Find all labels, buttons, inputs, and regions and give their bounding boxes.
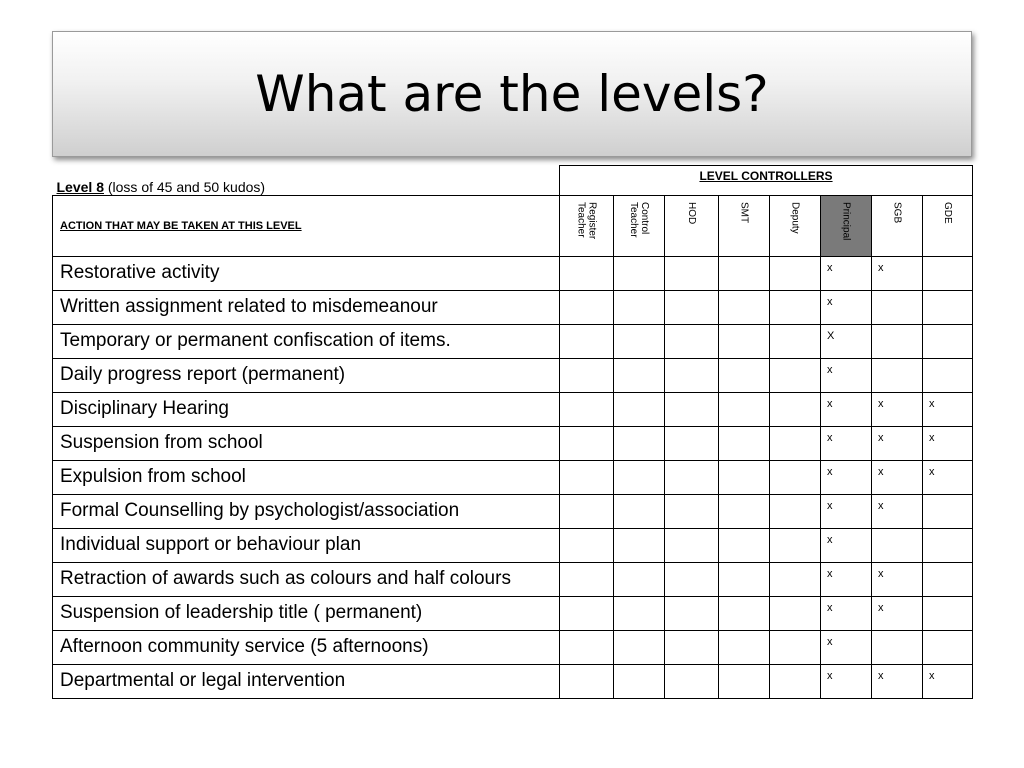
mark-cell bbox=[770, 460, 821, 494]
mark-cell bbox=[560, 324, 614, 358]
mark-cell: x bbox=[821, 528, 872, 562]
mark-cell: x bbox=[821, 494, 872, 528]
mark-cell bbox=[770, 630, 821, 664]
action-cell: Individual support or behaviour plan bbox=[53, 528, 560, 562]
controller-label: GDE bbox=[942, 201, 953, 224]
controller-label: HOD bbox=[686, 201, 697, 224]
mark-cell bbox=[665, 256, 719, 290]
mark-cell bbox=[614, 494, 665, 528]
mark-cell bbox=[923, 324, 973, 358]
mark-cell bbox=[614, 324, 665, 358]
mark-cell bbox=[770, 290, 821, 324]
mark-cell bbox=[872, 324, 923, 358]
action-cell: Restorative activity bbox=[53, 256, 560, 290]
level-header-row bbox=[53, 166, 973, 196]
level-note: (loss of 45 and 50 kudos) bbox=[107, 178, 266, 195]
action-cell: Suspension from school bbox=[53, 426, 560, 460]
mark-cell bbox=[719, 596, 770, 630]
action-column-header: ACTION THAT MAY BE TAKEN AT THIS LEVEL bbox=[53, 195, 560, 256]
mark-cell bbox=[770, 494, 821, 528]
mark-cell bbox=[560, 460, 614, 494]
mark-cell: x bbox=[872, 460, 923, 494]
levels-table bbox=[52, 165, 973, 699]
mark-cell bbox=[719, 528, 770, 562]
mark-cell: x bbox=[821, 256, 872, 290]
mark-cell bbox=[560, 562, 614, 596]
mark-cell: x bbox=[872, 256, 923, 290]
mark-cell bbox=[770, 562, 821, 596]
mark-cell: x bbox=[821, 460, 872, 494]
mark-cell bbox=[665, 290, 719, 324]
controller-header-deputy bbox=[770, 195, 821, 256]
table-row bbox=[53, 494, 973, 528]
controller-label: SMT bbox=[738, 201, 750, 223]
controller-label: Control Teacher bbox=[628, 201, 650, 238]
mark-cell: x bbox=[872, 494, 923, 528]
mark-cell bbox=[872, 630, 923, 664]
action-cell: Retraction of awards such as colours and half colours bbox=[53, 562, 560, 596]
slide-title: What are the levels? bbox=[255, 65, 769, 123]
mark-cell bbox=[923, 358, 973, 392]
action-cell: Formal Counselling by psychologist/association bbox=[53, 494, 560, 528]
mark-cell bbox=[614, 358, 665, 392]
controller-header-smt bbox=[719, 195, 770, 256]
mark-cell: x bbox=[821, 392, 872, 426]
mark-cell bbox=[719, 392, 770, 426]
mark-cell: x bbox=[923, 664, 973, 698]
table-row bbox=[53, 426, 973, 460]
table-row bbox=[53, 290, 973, 324]
mark-cell bbox=[665, 596, 719, 630]
mark-cell bbox=[665, 494, 719, 528]
mark-cell: x bbox=[923, 460, 973, 494]
mark-cell bbox=[923, 630, 973, 664]
mark-cell bbox=[923, 562, 973, 596]
table-row bbox=[53, 528, 973, 562]
mark-cell bbox=[665, 630, 719, 664]
mark-cell bbox=[560, 528, 614, 562]
level-controllers-header: LEVEL CONTROLLERS bbox=[560, 166, 973, 196]
mark-cell bbox=[719, 256, 770, 290]
action-cell: Afternoon community service (5 afternoons) bbox=[53, 630, 560, 664]
mark-cell bbox=[872, 528, 923, 562]
action-cell: Written assignment related to misdemeanour bbox=[53, 290, 560, 324]
mark-cell: x bbox=[821, 630, 872, 664]
mark-cell bbox=[770, 528, 821, 562]
table-row bbox=[53, 596, 973, 630]
level-label: Level 8 bbox=[56, 178, 104, 195]
mark-cell bbox=[872, 290, 923, 324]
mark-cell: x bbox=[821, 426, 872, 460]
mark-cell bbox=[923, 290, 973, 324]
mark-cell bbox=[770, 392, 821, 426]
mark-cell: x bbox=[923, 426, 973, 460]
mark-cell: x bbox=[923, 392, 973, 426]
mark-cell bbox=[560, 392, 614, 426]
mark-cell bbox=[614, 290, 665, 324]
table-row bbox=[53, 630, 973, 664]
mark-cell bbox=[770, 358, 821, 392]
action-cell: Temporary or permanent confiscation of items. bbox=[53, 324, 560, 358]
table-row bbox=[53, 664, 973, 698]
controller-header-principal bbox=[821, 195, 872, 256]
mark-cell bbox=[923, 596, 973, 630]
mark-cell: x bbox=[821, 562, 872, 596]
mark-cell bbox=[560, 256, 614, 290]
mark-cell bbox=[665, 664, 719, 698]
mark-cell bbox=[923, 256, 973, 290]
mark-cell bbox=[614, 562, 665, 596]
table-row bbox=[53, 358, 973, 392]
mark-cell bbox=[614, 392, 665, 426]
mark-cell: x bbox=[872, 596, 923, 630]
mark-cell bbox=[923, 494, 973, 528]
title-box bbox=[52, 31, 972, 157]
mark-cell bbox=[719, 494, 770, 528]
mark-cell bbox=[719, 290, 770, 324]
mark-cell: x bbox=[821, 290, 872, 324]
action-cell: Departmental or legal intervention bbox=[53, 664, 560, 698]
action-cell: Daily progress report (permanent) bbox=[53, 358, 560, 392]
mark-cell bbox=[614, 630, 665, 664]
mark-cell bbox=[614, 426, 665, 460]
mark-cell: x bbox=[821, 596, 872, 630]
controller-label: Deputy bbox=[789, 201, 801, 234]
mark-cell: x bbox=[821, 358, 872, 392]
controller-label: Principal bbox=[840, 201, 852, 240]
table-row bbox=[53, 392, 973, 426]
mark-cell bbox=[614, 664, 665, 698]
mark-cell bbox=[614, 256, 665, 290]
mark-cell bbox=[665, 392, 719, 426]
mark-cell bbox=[719, 630, 770, 664]
mark-cell bbox=[560, 290, 614, 324]
mark-cell bbox=[719, 460, 770, 494]
mark-cell bbox=[614, 596, 665, 630]
mark-cell bbox=[665, 528, 719, 562]
controller-header-hod bbox=[665, 195, 719, 256]
controllers-header-row bbox=[53, 195, 973, 256]
mark-cell bbox=[560, 494, 614, 528]
mark-cell bbox=[560, 596, 614, 630]
mark-cell: X bbox=[821, 324, 872, 358]
mark-cell bbox=[665, 426, 719, 460]
mark-cell bbox=[872, 358, 923, 392]
mark-cell bbox=[719, 562, 770, 596]
mark-cell bbox=[665, 460, 719, 494]
controller-header-control-teacher bbox=[614, 195, 665, 256]
table-row bbox=[53, 256, 973, 290]
mark-cell bbox=[560, 358, 614, 392]
level-heading bbox=[53, 166, 560, 196]
mark-cell bbox=[560, 426, 614, 460]
mark-cell bbox=[719, 664, 770, 698]
table-row bbox=[53, 562, 973, 596]
mark-cell bbox=[770, 426, 821, 460]
controller-header-gde bbox=[923, 195, 973, 256]
mark-cell bbox=[770, 664, 821, 698]
mark-cell bbox=[719, 324, 770, 358]
mark-cell: x bbox=[872, 392, 923, 426]
action-cell: Disciplinary Hearing bbox=[53, 392, 560, 426]
mark-cell: x bbox=[872, 664, 923, 698]
controller-label: Register Teacher bbox=[575, 201, 598, 239]
mark-cell bbox=[719, 358, 770, 392]
mark-cell: x bbox=[872, 426, 923, 460]
mark-cell bbox=[665, 562, 719, 596]
action-cell: Expulsion from school bbox=[53, 460, 560, 494]
mark-cell: x bbox=[872, 562, 923, 596]
controller-header-register-teacher bbox=[560, 195, 614, 256]
mark-cell bbox=[770, 256, 821, 290]
mark-cell: x bbox=[821, 664, 872, 698]
mark-cell bbox=[719, 426, 770, 460]
mark-cell bbox=[665, 358, 719, 392]
mark-cell bbox=[614, 460, 665, 494]
controller-label: SGB bbox=[891, 201, 903, 223]
mark-cell bbox=[560, 630, 614, 664]
table-row bbox=[53, 324, 973, 358]
mark-cell bbox=[665, 324, 719, 358]
mark-cell bbox=[770, 324, 821, 358]
mark-cell bbox=[614, 528, 665, 562]
mark-cell bbox=[770, 596, 821, 630]
mark-cell bbox=[923, 528, 973, 562]
table-row bbox=[53, 460, 973, 494]
action-cell: Suspension of leadership title ( permanent) bbox=[53, 596, 560, 630]
controller-header-sgb bbox=[872, 195, 923, 256]
mark-cell bbox=[560, 664, 614, 698]
